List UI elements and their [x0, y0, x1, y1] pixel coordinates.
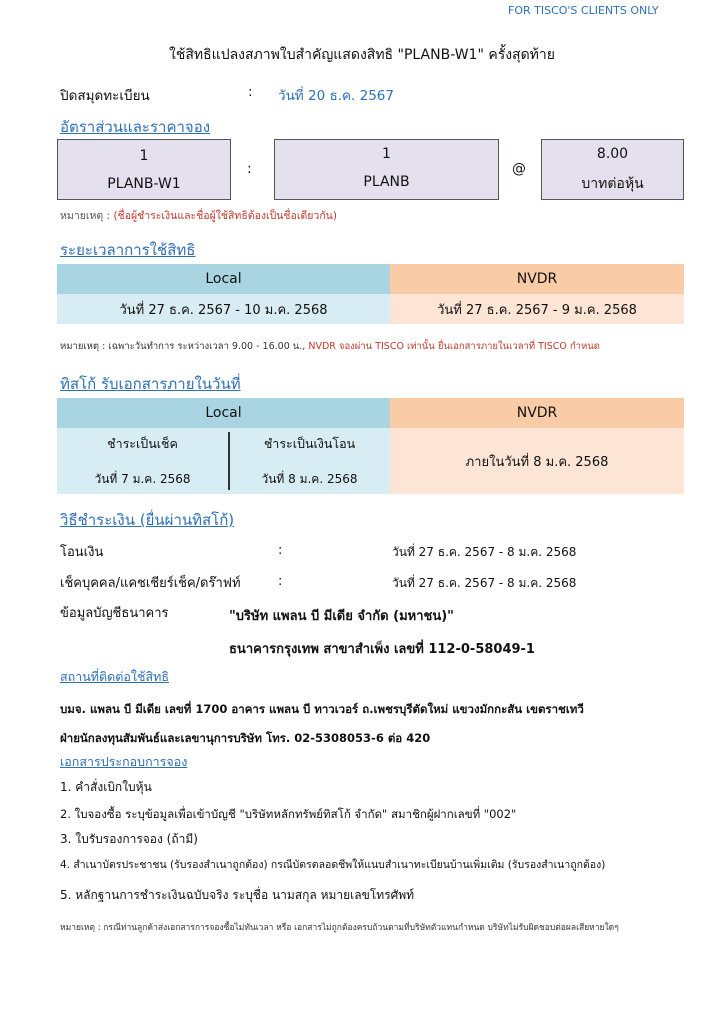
required-doc-item-1: 1. คำสั่งเบิกใบหุ้น: [60, 780, 152, 794]
ratio-at: @: [512, 161, 526, 177]
payment-cheque-colon: :: [278, 574, 283, 589]
ratio-share-name: PLANB: [363, 174, 410, 190]
required-doc-item-2: 2. ใบจองซื้อ ระบุข้อมูลเพื่อเข้าบัญชี "บริษัทหลักทรัพย์ทิสโก้ จำกัด" สมาชิกผู้ฝากเลขที่ "002": [60, 807, 517, 821]
ratio-box-warrant: [57, 139, 231, 200]
bank-info-label: ข้อมูลบัญชีธนาคาร: [60, 606, 169, 621]
period-heading: ระยะเวลาการใช้สิทธิ: [60, 241, 196, 259]
contact-heading: สถานที่ติดต่อใช้สิทธิ: [60, 669, 169, 684]
required-doc-item-5: 5. หลักฐานการชำระเงินฉบับจริง ระบุชื่อ นามสกุล หมายเลขโทรศัพท์: [60, 888, 415, 902]
docs-nvdr-header: NVDR: [390, 398, 684, 428]
docs-nvdr-value: ภายในวันที่ 8 ม.ค. 2568: [390, 428, 684, 494]
ratio-box-price: [541, 139, 684, 200]
book-closing-label: ปิดสมุดทะเบียน: [60, 88, 150, 104]
bank-account: ธนาคารกรุงเทพ สาขาสำเพ็ง เลขที่ 112-0-58049-1: [229, 642, 535, 657]
ratio-note-text: (ชื่อผู้ชำระเงินและชื่อผู้ใช้สิทธิต้องเป็นชื่อเดียวกัน): [113, 210, 337, 222]
payment-transfer-colon: :: [278, 543, 283, 558]
required-doc-item-4: 4. สำเนาบัตรประชาชน (รับรองสำเนาถูกต้อง) กรณีบัตรตลอดชีพให้แนบสำเนาทะเบียนบ้านเพิ่มเติม (รับรองสำเนาถูกต้อง): [60, 859, 606, 871]
ratio-note-prefix: หมายเหตุ :: [60, 210, 111, 222]
ratio-price-unit: บาทต่อหุ้น: [581, 176, 644, 192]
period-note: [60, 339, 600, 354]
ratio-price: 8.00: [596, 146, 629, 162]
bank-company: "บริษัท แพลน บี มีเดีย จำกัด (มหาชน)": [229, 609, 454, 624]
period-nvdr-header: NVDR: [390, 264, 684, 294]
docs-cheque-date: วันที่ 7 ม.ค. 2568: [94, 472, 191, 486]
ratio-warrant-name: PLANB-W1: [107, 176, 181, 192]
ratio-note: [60, 207, 337, 224]
docs-heading: ทิสโก้ รับเอกสารภายในวันที่: [60, 375, 241, 393]
docs-transfer-label: ชำระเป็นเงินโอน: [263, 436, 356, 451]
docs-cheque-label: ชำระเป็นเช็ค: [107, 436, 178, 451]
payment-cheque-label: เช็คบุคคล/แคชเชียร์เช็ค/ดร๊าฟท์: [60, 576, 241, 591]
period-nvdr-value: วันที่ 27 ธ.ค. 2567 - 9 ม.ค. 2568: [390, 294, 684, 324]
ratio-share-num: 1: [382, 146, 391, 162]
period-note-red: NVDR จองผ่าน TISCO เท่านั้น ยื่นเอกสารภายในเวลาที่ TISCO กำหนด: [305, 341, 600, 352]
period-local-value: วันที่ 27 ธ.ค. 2567 - 10 ม.ค. 2568: [57, 294, 390, 324]
payment-cheque-date: วันที่ 27 ธ.ค. 2567 - 8 ม.ค. 2568: [392, 576, 577, 590]
book-closing-colon: :: [248, 84, 253, 100]
clients-only-note: FOR TISCO'S CLIENTS ONLY: [508, 4, 659, 17]
required-doc-item-3: 3. ใบรับรองการจอง (ถ้ามี): [60, 832, 198, 846]
ratio-warrant-num: 1: [139, 148, 149, 164]
ratio-box-share: [274, 139, 499, 200]
page-title: ใช้สิทธิแปลงสภาพใบสำคัญแสดงสิทธิ "PLANB-W1" ครั้งสุดท้าย: [169, 47, 555, 63]
required-docs-heading: เอกสารประกอบการจอง: [60, 754, 188, 769]
payment-transfer-label: โอนเงิน: [60, 545, 104, 560]
payment-transfer-date: วันที่ 27 ธ.ค. 2567 - 8 ม.ค. 2568: [392, 545, 577, 559]
ratio-colon: :: [247, 161, 252, 177]
footnote: หมายเหตุ : กรณีท่านลูกค้าส่งเอกสารการจองซื้อไม่ทันเวลา หรือ เอกสารไม่ถูกต้องครบถ้วนตามที่บริษัทตัวแทนกำหนด บริษัทไม่รับผิดชอบต่อผลเสียหายใดๆ: [60, 923, 619, 933]
docs-local-header: Local: [57, 398, 390, 428]
period-note-prefix: หมายเหตุ : เฉพาะวันทำการ ระหว่างเวลา 9.00 - 16.00 น.,: [60, 341, 306, 352]
period-local-header: Local: [57, 264, 390, 294]
contact-address: บมจ. แพลน บี มีเดีย เลขที่ 1700 อาคาร แพลน บี ทาวเวอร์ ถ.เพชรบุรีตัดใหม่ แขวงมักกะสัน เขตราชเทวี: [60, 702, 584, 716]
docs-transfer-date: วันที่ 8 ม.ค. 2568: [261, 472, 358, 486]
contact-dept: ฝ่ายนักลงทุนสัมพันธ์และเลขานุการบริษัท โทร. 02-5308053-6 ต่อ 420: [60, 731, 431, 745]
book-closing-date: วันที่ 20 ธ.ค. 2567: [278, 88, 394, 104]
payment-heading: วิธีชำระเงิน (ยื่นผ่านทิสโก้): [60, 511, 235, 529]
ratio-heading: อัตราส่วนและราคาจอง: [60, 118, 211, 136]
